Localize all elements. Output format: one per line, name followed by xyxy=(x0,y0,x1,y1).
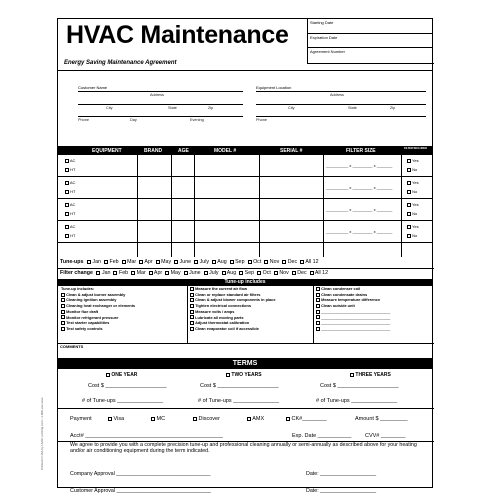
checkbox[interactable] xyxy=(282,260,286,264)
ht-option[interactable]: HT xyxy=(65,233,75,238)
include-item[interactable]: Monitor refrigerant pressure xyxy=(61,315,135,321)
term-one-year[interactable]: ONE YEAR xyxy=(106,372,137,378)
checkbox[interactable] xyxy=(300,260,304,264)
checkbox[interactable] xyxy=(96,271,100,275)
checkbox[interactable] xyxy=(204,271,208,275)
checkbox[interactable] xyxy=(316,287,320,291)
payment-label: Payment xyxy=(70,416,92,422)
tuneups-one-year[interactable]: # of Tune-ups _______________ xyxy=(82,398,164,404)
col-filter-size: FILTER SIZE xyxy=(346,147,376,154)
equipment-phone-label: Phone xyxy=(256,118,267,122)
pay-amx[interactable]: AMX xyxy=(247,416,264,422)
equipment-phone-line[interactable] xyxy=(256,116,426,117)
terms-bar: TERMS xyxy=(58,358,432,369)
include-item[interactable]: Cleaning ignition assembly xyxy=(61,297,135,303)
form-subtitle: Energy Saving Maintenance Agreement xyxy=(64,60,177,66)
checkbox[interactable] xyxy=(407,181,411,185)
customer-address-label: Address xyxy=(150,93,164,97)
cost-three-years[interactable]: Cost $ ____________________ xyxy=(320,383,399,389)
checkbox[interactable] xyxy=(65,203,69,207)
blank-include-item[interactable]: ________________________________ xyxy=(316,315,390,321)
filter-no-option[interactable]: No xyxy=(407,167,417,172)
checkbox[interactable] xyxy=(194,260,198,264)
checkbox[interactable] xyxy=(190,293,194,297)
starting-date-field[interactable]: Starting Date xyxy=(308,19,433,34)
checkbox[interactable] xyxy=(61,310,65,314)
checkbox[interactable] xyxy=(407,203,411,207)
filter-change-label: Filter change xyxy=(60,270,93,276)
include-item[interactable]: Clean or replace standard air filters xyxy=(190,292,276,298)
exp-date-field[interactable]: Exp. Date ___________ xyxy=(292,433,352,439)
tuneup-month-option[interactable]: All 12 xyxy=(300,259,318,265)
equipment-row xyxy=(58,199,432,221)
tuneup-month-option[interactable]: Oct xyxy=(248,259,262,265)
filter-month-option[interactable]: Oct xyxy=(257,270,271,276)
checkbox[interactable] xyxy=(61,293,65,297)
tuneup-month-option[interactable]: Mar xyxy=(122,259,137,265)
includes-divider xyxy=(313,286,314,343)
checkbox[interactable] xyxy=(65,190,69,194)
expiration-date-field[interactable]: Expiration Date xyxy=(308,34,433,49)
checkbox[interactable] xyxy=(316,327,320,331)
checkbox[interactable] xyxy=(139,260,143,264)
checkbox[interactable] xyxy=(257,271,261,275)
equipment-row xyxy=(58,177,432,199)
includes-column-3 xyxy=(316,286,390,332)
checkbox[interactable] xyxy=(106,373,110,377)
blank-include-item[interactable]: ________________________________ xyxy=(316,309,390,315)
terms-divider xyxy=(58,408,434,409)
equipment-city-label: City xyxy=(288,106,295,110)
tuneup-months-row xyxy=(60,259,322,265)
includes-divider xyxy=(187,286,188,343)
company-approval-field[interactable]: Company Approval ________________________________ xyxy=(70,471,211,477)
checkbox[interactable] xyxy=(61,327,65,331)
filter-no-option[interactable]: No xyxy=(407,211,417,216)
term-three-years[interactable]: THREE YEARS xyxy=(350,372,391,378)
include-item[interactable]: Test starter capabilities xyxy=(61,320,135,326)
filter-month-option[interactable]: Feb xyxy=(113,270,128,276)
checkbox[interactable] xyxy=(61,304,65,308)
filter-month-option[interactable]: Sep xyxy=(239,270,254,276)
checkbox[interactable] xyxy=(316,293,320,297)
checkbox[interactable] xyxy=(248,260,252,264)
col-serial: SERIAL # xyxy=(280,147,303,154)
equipment-table-header xyxy=(58,146,432,155)
tuneups-label: Tune-ups xyxy=(60,259,84,265)
customer-name-line[interactable] xyxy=(78,91,243,92)
checkbox[interactable] xyxy=(87,260,91,264)
col-divider xyxy=(171,155,172,257)
filter-yes-option[interactable]: Yes xyxy=(407,180,419,185)
include-item[interactable]: Tighten electrical connections xyxy=(190,303,276,309)
tuneup-month-option[interactable]: Feb xyxy=(104,259,119,265)
checkbox[interactable] xyxy=(264,260,268,264)
include-item[interactable]: Lubricate all moving parts xyxy=(190,315,276,321)
filter-month-option[interactable]: July xyxy=(204,270,219,276)
includes-bottom xyxy=(58,343,434,344)
ac-option[interactable]: AC xyxy=(65,202,75,207)
col-divider xyxy=(259,155,260,257)
checkbox[interactable] xyxy=(156,260,160,264)
checkbox[interactable] xyxy=(212,260,216,264)
blank-include-item[interactable]: ________________________________ xyxy=(316,326,390,332)
includes-column-2 xyxy=(190,286,276,332)
checkbox[interactable] xyxy=(316,315,320,319)
tuneup-month-option[interactable]: Apr xyxy=(139,259,152,265)
col-divider xyxy=(137,155,138,257)
checkbox[interactable] xyxy=(222,271,226,275)
checkbox[interactable] xyxy=(316,304,320,308)
customer-day-label: Day xyxy=(130,118,137,122)
comments-label: COMMENTS xyxy=(60,344,84,349)
equipment-location-line[interactable] xyxy=(256,91,426,92)
pay-check[interactable]: CK#________ xyxy=(286,416,327,422)
tuneup-month-option[interactable]: June xyxy=(174,259,191,265)
agreement-number-field[interactable]: Agreement Number xyxy=(310,49,345,55)
col-model: MODEL # xyxy=(214,147,237,154)
ht-option[interactable]: HT xyxy=(65,211,75,216)
col-filter-included: FILTER INCLUDED xyxy=(404,147,428,150)
checkbox[interactable] xyxy=(286,417,290,421)
equipment-location-label: Equipment Location xyxy=(256,85,292,90)
filter-month-option[interactable]: June xyxy=(184,270,201,276)
col-age: AGE xyxy=(178,147,189,154)
ac-option[interactable]: AC xyxy=(65,180,75,185)
equipment-address-label: Address xyxy=(330,93,344,97)
tuneup-includes-bar: Tune-up includes xyxy=(58,279,432,286)
filter-month-option[interactable]: Aug xyxy=(222,270,237,276)
company-approval-date[interactable]: Date: ___________________ xyxy=(306,471,377,477)
checkbox[interactable] xyxy=(316,298,320,302)
filter-no-option[interactable]: No xyxy=(407,233,417,238)
customer-evening-label: Evening xyxy=(190,118,204,122)
checkbox[interactable] xyxy=(149,271,153,275)
filter-months-row xyxy=(60,270,331,276)
col-brand: BRAND xyxy=(144,147,163,154)
include-item[interactable]: Measure temperature difference xyxy=(316,297,390,303)
meta-divider xyxy=(307,63,434,64)
checkbox[interactable] xyxy=(407,212,411,216)
checkbox[interactable] xyxy=(190,310,194,314)
ac-option[interactable]: AC xyxy=(65,224,75,229)
checkbox[interactable] xyxy=(190,298,194,302)
equipment-city-line[interactable] xyxy=(256,104,426,105)
checkbox[interactable] xyxy=(407,234,411,238)
agreement-text: We agree to provide you with a complete precision tune-up and professional cleaning annually or semi-annually as described above for your heating and/or air conditioning equipment during the term indicated. xyxy=(70,442,417,454)
checkbox[interactable] xyxy=(61,315,65,319)
filter-size-field[interactable]: __________ x _________ x _______ xyxy=(326,207,393,212)
checkbox[interactable] xyxy=(239,271,243,275)
col-equipment: EQUIPMENT xyxy=(92,147,122,154)
checkbox[interactable] xyxy=(174,260,178,264)
include-item[interactable]: Tune-up includes: xyxy=(61,286,95,291)
include-item[interactable]: Measure volts / amps xyxy=(190,309,276,315)
checkbox[interactable] xyxy=(274,271,278,275)
term-two-years[interactable]: TWO YEARS xyxy=(226,372,262,378)
filter-yes-option[interactable]: Yes xyxy=(407,158,419,163)
tuneups-three-years[interactable]: # of Tune-ups _______________ xyxy=(316,398,398,404)
checkbox[interactable] xyxy=(65,159,69,163)
ht-option[interactable]: HT xyxy=(65,189,75,194)
include-item[interactable]: Monitor flue draft xyxy=(61,309,135,315)
include-item[interactable]: Clean & adjust blower components in place xyxy=(190,297,276,303)
filter-month-option[interactable]: Mar xyxy=(131,270,146,276)
checkbox[interactable] xyxy=(131,271,135,275)
checkbox[interactable] xyxy=(292,271,296,275)
filter-month-option[interactable]: May xyxy=(165,270,181,276)
col-divider xyxy=(194,155,195,257)
tuneup-month-option[interactable]: Nov xyxy=(264,259,279,265)
include-item[interactable]: Cleaning heat exchanger or elements xyxy=(61,303,135,309)
include-item[interactable]: Clean condensate drains xyxy=(316,292,390,298)
pay-discover[interactable]: Discover xyxy=(193,416,220,422)
checkbox[interactable] xyxy=(190,315,194,319)
checkbox[interactable] xyxy=(407,168,411,172)
checkbox[interactable] xyxy=(104,260,108,264)
tuneup-month-option[interactable]: May xyxy=(156,259,172,265)
ac-option[interactable]: AC xyxy=(65,158,75,163)
customer-phone-label: Phone xyxy=(78,118,89,122)
equipment-row xyxy=(58,221,432,243)
checkbox[interactable] xyxy=(190,287,194,291)
include-item[interactable]: Clean condenser coil xyxy=(316,286,390,292)
checkbox[interactable] xyxy=(190,304,194,308)
checkbox[interactable] xyxy=(61,321,65,325)
cost-one-year[interactable]: Cost $ ____________________ xyxy=(88,383,167,389)
filter-size-field[interactable]: __________ x _________ x _______ xyxy=(326,229,393,234)
customer-name-label: Customer Name xyxy=(78,85,108,90)
include-item[interactable]: Test safety controls xyxy=(61,326,135,332)
checkbox[interactable] xyxy=(310,271,314,275)
include-item[interactable]: Clean outside unit xyxy=(316,303,390,309)
include-item[interactable]: Clean & adjust burner assembly xyxy=(61,292,135,298)
checkbox[interactable] xyxy=(122,260,126,264)
cvv-field[interactable]: CVV# ________ xyxy=(365,433,406,439)
customer-approval-date[interactable]: Date: ___________________ xyxy=(306,488,377,494)
filter-month-option[interactable]: Jan xyxy=(96,270,110,276)
customer-city-label: City xyxy=(106,106,113,110)
customer-city-line[interactable] xyxy=(78,104,243,105)
col-divider xyxy=(401,155,402,257)
customer-zip-label: Zip xyxy=(208,106,214,110)
include-item[interactable]: Measure the current air flow xyxy=(190,286,276,292)
checkbox[interactable] xyxy=(65,168,69,172)
checkbox[interactable] xyxy=(407,159,411,163)
months-divider xyxy=(58,268,434,269)
maintenance-form xyxy=(57,18,433,494)
checkbox[interactable] xyxy=(65,225,69,229)
tuneup-month-option[interactable]: Sep xyxy=(230,259,245,265)
checkbox[interactable] xyxy=(65,234,69,238)
checkbox[interactable] xyxy=(61,298,65,302)
filter-month-option[interactable]: All 12 xyxy=(310,270,328,276)
checkbox[interactable] xyxy=(226,373,230,377)
checkbox[interactable] xyxy=(193,417,197,421)
customer-approval-field[interactable]: Customer Approval ________________________________ xyxy=(70,488,211,494)
checkbox[interactable] xyxy=(65,212,69,216)
form-title: HVAC Maintenance xyxy=(66,21,289,49)
equipment-zip-label: Zip xyxy=(390,106,396,110)
tuneup-month-option[interactable]: Aug xyxy=(212,259,227,265)
checkbox[interactable] xyxy=(316,321,320,325)
pay-visa[interactable]: Visa xyxy=(108,416,124,422)
include-item[interactable]: Adjust thermostat calibration xyxy=(190,320,276,326)
blank-include-item[interactable]: ________________________________ xyxy=(316,320,390,326)
filter-size-field[interactable]: __________ x _________ x _______ xyxy=(326,163,393,168)
agreement-meta-box xyxy=(307,19,433,63)
equipment-row xyxy=(58,155,432,177)
side-print-credit: Printed in USA by HVAC printing.com • 1-800-xxx-xxxx xyxy=(40,397,44,470)
checkbox[interactable] xyxy=(184,271,188,275)
include-item[interactable]: Clean evaporator coil if accessible xyxy=(190,326,276,332)
filter-month-option[interactable]: Dec xyxy=(292,270,307,276)
filter-month-option[interactable]: Apr xyxy=(149,270,162,276)
header-divider xyxy=(58,70,432,71)
filter-size-field[interactable]: __________ x _________ x _______ xyxy=(326,185,393,190)
checkbox[interactable] xyxy=(65,181,69,185)
acct-field[interactable]: Acct# _____________________________________________ xyxy=(70,433,223,439)
tuneup-month-option[interactable]: Jan xyxy=(87,259,101,265)
checkbox[interactable] xyxy=(165,271,169,275)
col-divider xyxy=(323,155,324,257)
tuneup-month-option[interactable]: Dec xyxy=(282,259,297,265)
tuneup-month-option[interactable]: July xyxy=(194,259,209,265)
checkbox[interactable] xyxy=(407,225,411,229)
checkbox[interactable] xyxy=(108,417,112,421)
checkbox[interactable] xyxy=(247,417,251,421)
checkbox[interactable] xyxy=(407,190,411,194)
checkbox[interactable] xyxy=(316,310,320,314)
includes-column-1 xyxy=(61,286,135,332)
checkbox[interactable] xyxy=(350,373,354,377)
ht-option[interactable]: HT xyxy=(65,167,75,172)
checkbox[interactable] xyxy=(190,327,194,331)
filter-yes-option[interactable]: Yes xyxy=(407,202,419,207)
pay-mc[interactable]: MC xyxy=(151,416,165,422)
equipment-state-label: State xyxy=(348,106,357,110)
filter-month-option[interactable]: Nov xyxy=(274,270,289,276)
cost-two-years[interactable]: Cost $ ____________________ xyxy=(200,383,279,389)
customer-state-label: State xyxy=(168,106,177,110)
checkbox[interactable] xyxy=(113,271,117,275)
tuneups-two-years[interactable]: # of Tune-ups _______________ xyxy=(198,398,280,404)
checkbox[interactable] xyxy=(151,417,155,421)
amount-field[interactable]: Amount $ _________ xyxy=(355,416,408,422)
filter-no-option[interactable]: No xyxy=(407,189,417,194)
filter-yes-option[interactable]: Yes xyxy=(407,224,419,229)
customer-phone-line[interactable] xyxy=(78,116,243,117)
checkbox[interactable] xyxy=(230,260,234,264)
checkbox[interactable] xyxy=(190,321,194,325)
